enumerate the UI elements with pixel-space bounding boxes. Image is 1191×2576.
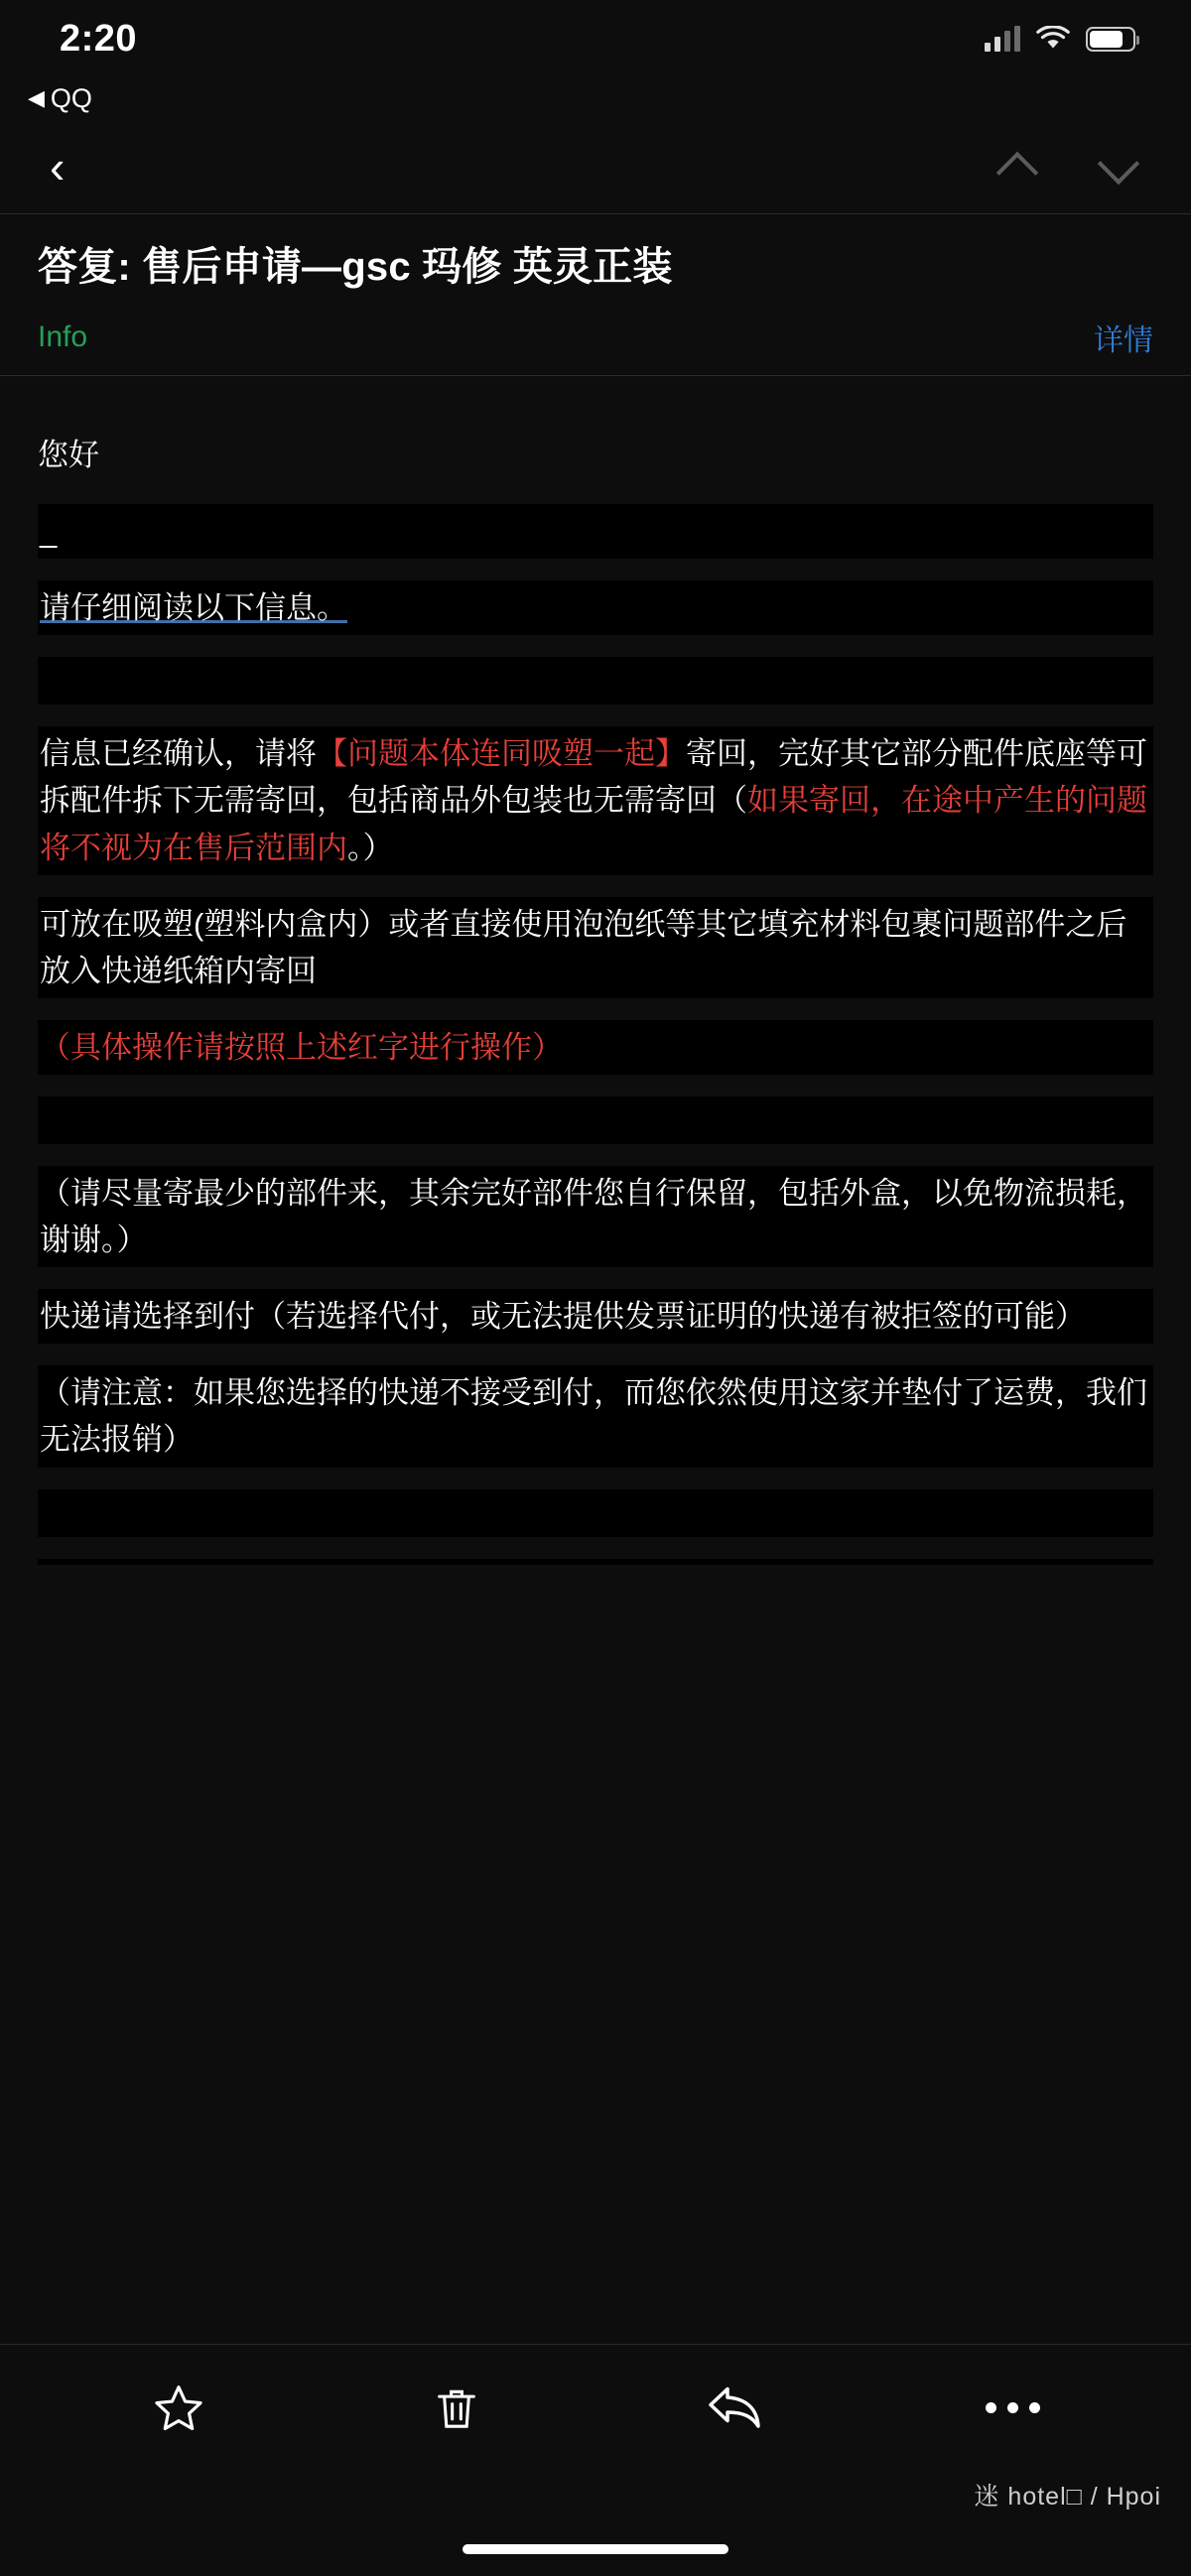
paragraph-greeting: 您好 xyxy=(38,438,99,472)
text-segment: 可放在吸塑(塑料内盒内）或者直接使用泡泡纸等其它填充材料包裹问题部件之后放入快递纸箱内寄回 xyxy=(40,906,1127,988)
trash-icon[interactable] xyxy=(409,2361,504,2456)
status-icons xyxy=(985,26,1135,52)
message-pager xyxy=(994,145,1139,189)
text-segment: 信息已经确认，请将 xyxy=(40,736,317,772)
chevron-up-icon[interactable] xyxy=(994,145,1038,189)
text-segment: 寄回，完好其它部分配件底座等可拆配件拆下无需寄回，包括商品外包装也无需寄回（ xyxy=(40,736,1147,819)
paragraph-red-note xyxy=(38,1020,1153,1075)
ellipsis-icon[interactable] xyxy=(965,2361,1060,2456)
text-segment: 如果寄回，在途中产生的问题将不视为在售后范围内 xyxy=(40,783,1147,865)
message-toolbar xyxy=(0,2344,1191,2471)
back-caret-icon: ◀ xyxy=(28,85,45,110)
star-icon[interactable] xyxy=(131,2361,226,2456)
reply-arrow-icon[interactable] xyxy=(687,2361,782,2456)
message-meta-row xyxy=(0,304,1191,375)
paragraph-blank-2 xyxy=(38,657,1153,705)
cellular-signal-icon xyxy=(985,26,1020,52)
subject-container xyxy=(0,214,1191,304)
back-to-app-link[interactable] xyxy=(0,77,1191,119)
body-bottom-rule xyxy=(38,1559,1153,1565)
paragraph-blank-1: _ xyxy=(38,504,1153,559)
battery-icon xyxy=(1086,27,1135,52)
paragraph-confirm-info xyxy=(38,726,1153,874)
status-time: 2:20 xyxy=(60,17,138,60)
footer-area xyxy=(0,2471,1191,2576)
paragraph-freight-collect xyxy=(38,1289,1153,1344)
wifi-icon xyxy=(1036,26,1070,52)
text-segment: （请注意：如果您选择的快递不接受到付，而您依然使用这家并垫付了运费，我们无法报销） xyxy=(40,1375,1147,1458)
text-segment: （具体操作请按照上述红字进行操作） xyxy=(40,1029,563,1065)
sender-name[interactable]: Info xyxy=(38,321,88,353)
details-link[interactable]: 详情 xyxy=(1094,324,1153,357)
text-segment: （请尽量寄最少的部件来，其余完好部件您自行保留，包括外盒，以免物流损耗，谢谢。） xyxy=(40,1175,1147,1258)
home-indicator[interactable] xyxy=(463,2544,728,2554)
back-to-app-label: QQ xyxy=(50,82,92,113)
text-segment: 快递请选择到付（若选择代付，或无法提供发票证明的快递有被拒签的可能） xyxy=(40,1299,1086,1335)
text-segment: 【问题本体连同吸塑一起】 xyxy=(317,736,686,772)
paragraph-blank-3 xyxy=(38,1096,1153,1144)
watermark-label: 迷 hotel□ / Hpoi xyxy=(974,2483,1161,2511)
paragraph-list xyxy=(38,428,1153,1537)
navigation-bar xyxy=(0,119,1191,214)
back-button[interactable]: ‹ xyxy=(50,140,66,193)
message-body[interactable] xyxy=(0,376,1191,2344)
status-bar xyxy=(0,0,1191,77)
text-segment: 。） xyxy=(347,830,394,865)
paragraph-packing-advice xyxy=(38,897,1153,998)
message-subject: 答复: 售后申请—gsc 玛修 英灵正装 xyxy=(38,245,673,289)
paragraph-blank-4 xyxy=(38,1489,1153,1537)
paragraph-read-carefully: 请仔细阅读以下信息。 xyxy=(38,580,1153,635)
paragraph-attention-note xyxy=(38,1365,1153,1467)
chevron-down-icon[interactable] xyxy=(1096,145,1139,189)
paragraph-minimal-parts xyxy=(38,1166,1153,1267)
